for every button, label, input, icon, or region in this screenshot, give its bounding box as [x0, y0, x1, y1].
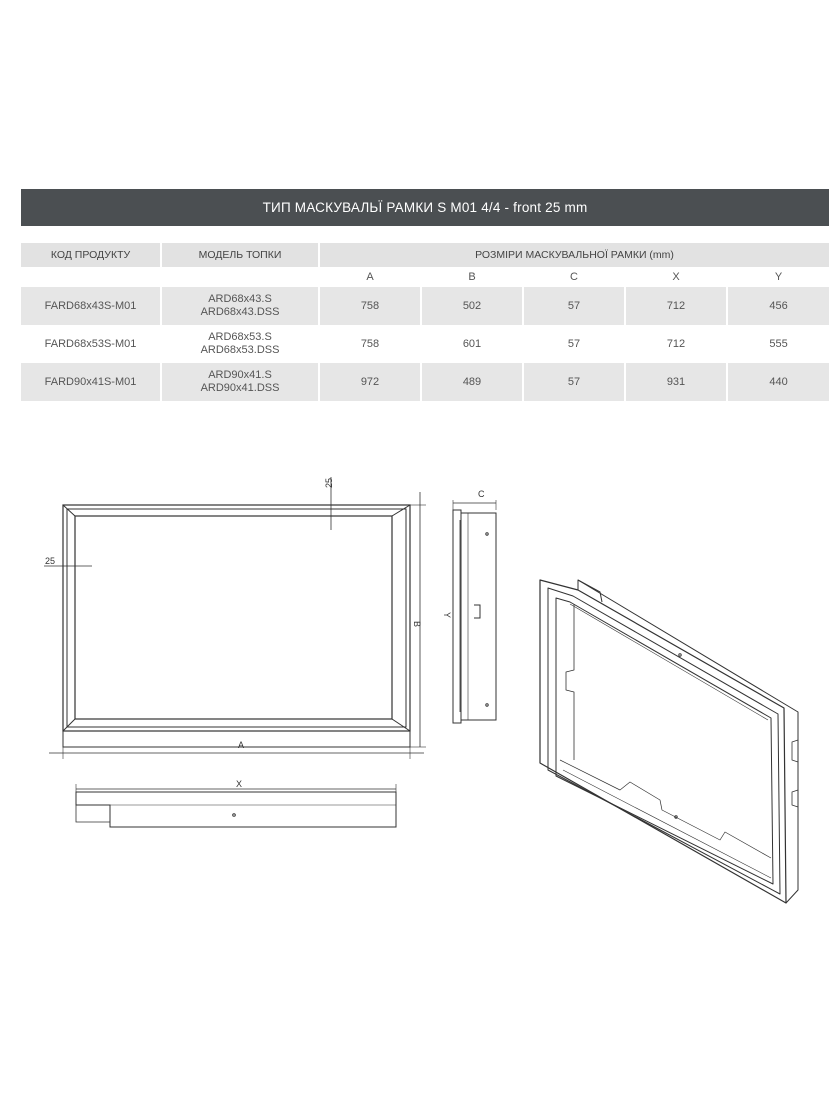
- header-dim-c: C: [523, 267, 625, 287]
- cell-b: 489: [421, 363, 523, 401]
- cell-b: 601: [421, 325, 523, 363]
- cell-x: 712: [625, 287, 727, 325]
- cell-code: FARD68x43S-M01: [21, 287, 161, 325]
- cell-x: 931: [625, 363, 727, 401]
- header-dim-y: Y: [727, 267, 829, 287]
- cell-y: 555: [769, 337, 788, 350]
- cell-a: 758: [319, 287, 421, 325]
- cell-b: 502: [421, 287, 523, 325]
- cell-y: 456: [727, 287, 829, 325]
- dim-label-a: A: [238, 740, 245, 750]
- cell-y: 440: [727, 363, 829, 401]
- cell-code: FARD68x53S-M01: [21, 325, 161, 363]
- dim-label-y: Y: [442, 612, 452, 619]
- cell-a: 758: [319, 325, 421, 363]
- cell-a: 972: [319, 363, 421, 401]
- cell-model: ARD68x43.S ARD68x43.DSS: [161, 287, 319, 325]
- table-title: ТИП МАСКУВАЛЬЇ РАМКИ S M01 4/4 - front 25 mm: [21, 189, 829, 226]
- cell-model: ARD90x41.S ARD90x41.DSS: [161, 363, 319, 401]
- cell-c: 57: [523, 363, 625, 401]
- cell-c: 57: [523, 287, 625, 325]
- cell-c: 57: [523, 325, 625, 363]
- cell-x: 712: [625, 325, 727, 363]
- cell-code: FARD90x41S-M01: [21, 363, 161, 401]
- dim-label-b: B: [412, 621, 422, 628]
- dim-label-25-left: 25: [45, 556, 56, 566]
- front-view: [44, 477, 426, 759]
- header-dim-a: A: [319, 267, 421, 287]
- header-dimensions: РОЗМІРИ МАСКУВАЛЬНОЇ РАМКИ (mm): [319, 243, 829, 267]
- dim-label-x: X: [236, 779, 243, 789]
- isometric-view: [540, 580, 798, 903]
- header-dim-b: B: [421, 267, 523, 287]
- header-firebox-model: МОДЕЛЬ ТОПКИ: [161, 243, 319, 267]
- header-dim-x: X: [625, 267, 727, 287]
- cell-model: ARD68x53.S ARD68x53.DSS: [161, 325, 319, 363]
- bottom-view: [76, 784, 396, 827]
- header-product-code: КОД ПРОДУКТУ: [21, 243, 161, 267]
- dim-label-25-top: 25: [324, 477, 334, 488]
- side-view: [453, 500, 496, 723]
- dim-label-c: C: [478, 489, 485, 499]
